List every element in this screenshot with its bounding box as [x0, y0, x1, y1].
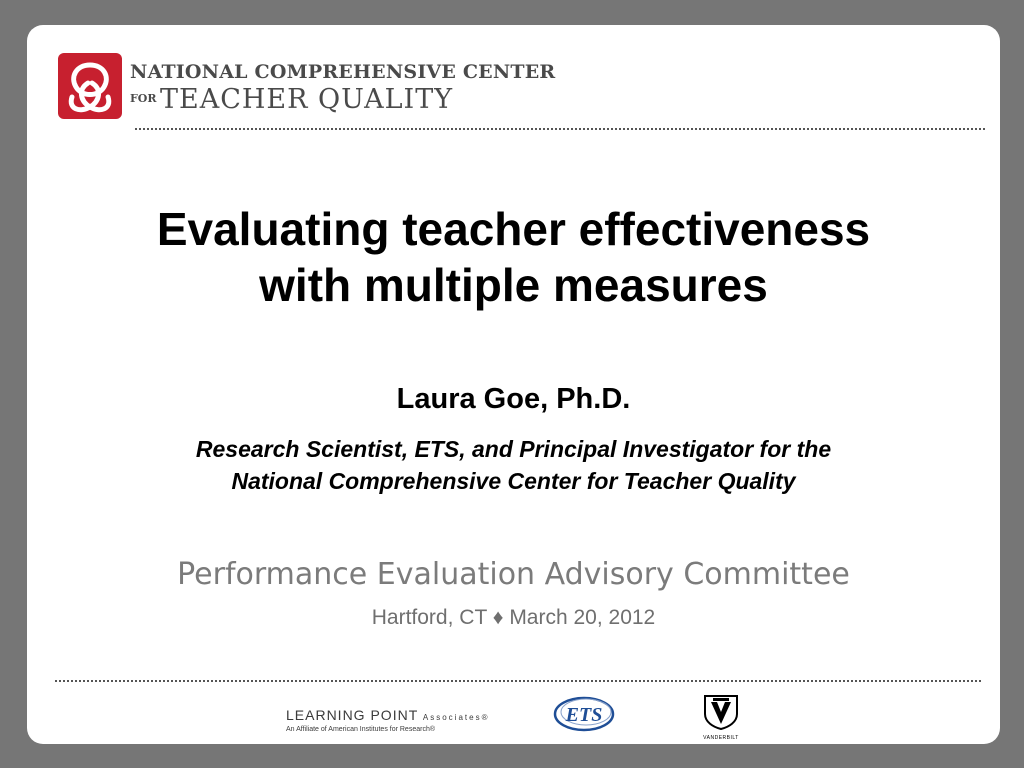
nccq-logo [58, 53, 556, 123]
vanderbilt-wordmark: VANDERBILT [703, 735, 739, 741]
org-name-for: FOR [130, 92, 157, 105]
event-name: Performance Evaluation Advisory Committee [177, 557, 850, 592]
title-line2: with multiple measures [259, 259, 768, 311]
role-line2: National Comprehensive Center for Teacher Quality [231, 468, 796, 494]
nccq-knot-icon [58, 53, 122, 119]
presenter-name: Laura Goe, Ph.D. [396, 383, 631, 415]
lpa-reg: ® [481, 713, 490, 722]
bottom-divider [55, 680, 981, 682]
ets-logo [552, 693, 618, 733]
lpa-name: LEARNING POINT [286, 707, 418, 723]
org-name-line1: NATIONAL COMPREHENSIVE CENTER [130, 61, 556, 83]
lpa-subtitle: An Affiliate of American Institutes for Research® [286, 726, 435, 733]
slide [27, 25, 1000, 744]
ets-wordmark: ETS [565, 704, 603, 726]
top-divider [135, 128, 985, 130]
vanderbilt-logo [699, 694, 743, 741]
lpa-associates: Associates [422, 713, 482, 722]
title-line1: Evaluating teacher effectiveness [156, 203, 871, 255]
vanderbilt-shield-icon [699, 694, 743, 730]
diamond-separator-icon: ♦ [492, 606, 504, 629]
event-location: Hartford, CT [371, 606, 487, 629]
event-date: March 20, 2012 [509, 606, 656, 629]
org-name-line2: TEACHER QUALITY [160, 84, 454, 115]
role-line1: Research Scientist, ETS, and Principal Investigator for the [195, 436, 832, 462]
presenter-role [27, 433, 1000, 497]
learning-point-logo [286, 708, 496, 738]
lpa-wordmark [286, 708, 496, 725]
slide-title [27, 201, 1000, 313]
event-meta [27, 606, 1000, 630]
